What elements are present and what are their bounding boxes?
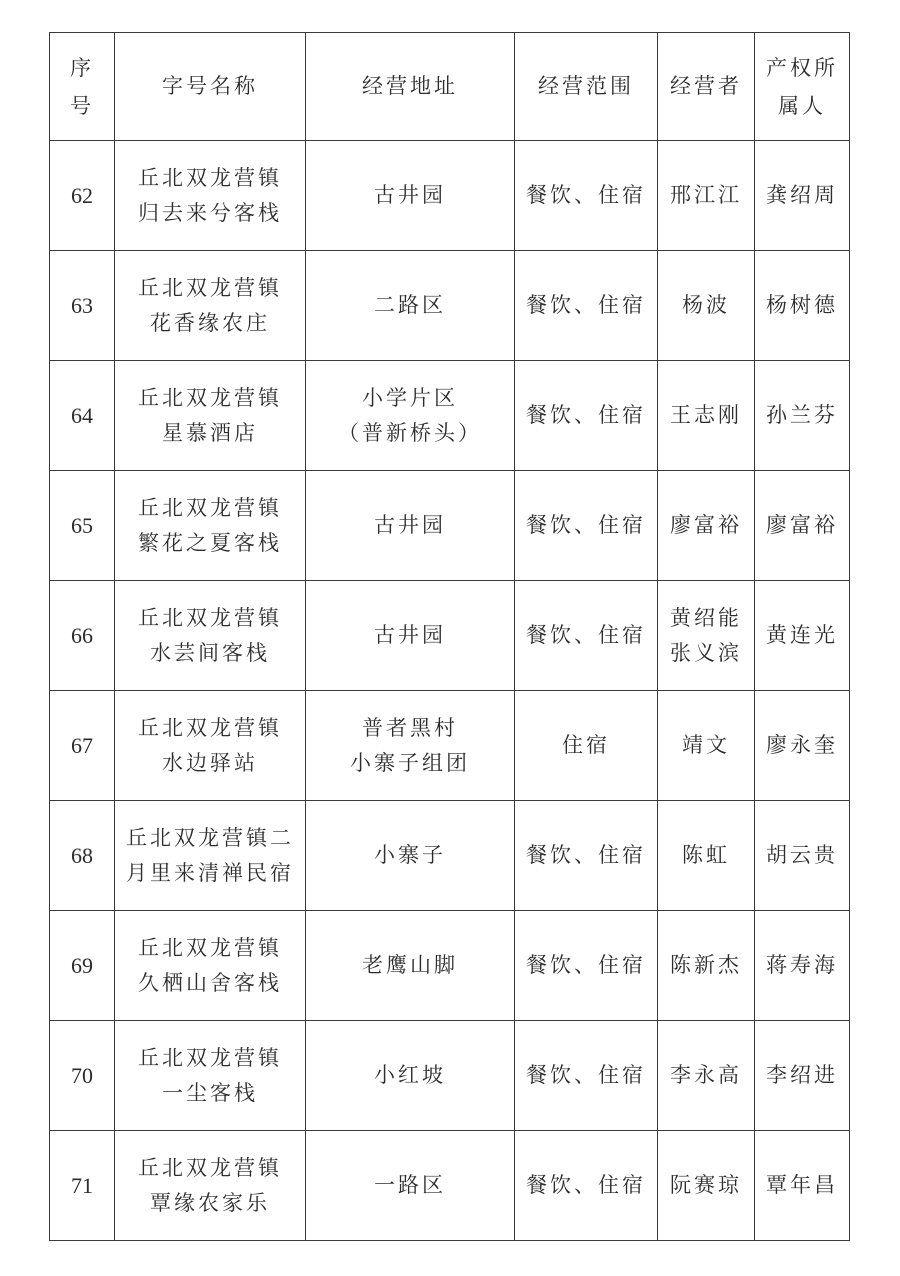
name-line: 水边驿站: [162, 750, 258, 775]
address-line: 古井园: [374, 513, 446, 537]
cell-owner: 廖永奎: [755, 691, 850, 801]
cell-scope: 餐饮、住宿: [515, 361, 658, 471]
name-line: 久栖山舍客栈: [138, 970, 282, 995]
cell-address: [306, 251, 515, 361]
cell-name: [115, 471, 306, 581]
cell-name: [115, 361, 306, 471]
table-header-row: [50, 33, 850, 141]
table-row: [50, 141, 850, 251]
cell-no: 63: [50, 251, 115, 361]
cell-no: 68: [50, 801, 115, 911]
name-line: 丘北双龙营镇: [138, 1045, 282, 1070]
operator-line: 陈新杰: [670, 953, 742, 977]
name-line: 月里来清禅民宿: [126, 860, 294, 885]
cell-name: [115, 141, 306, 251]
business-registry-table: [49, 32, 850, 1241]
cell-operator: [658, 801, 755, 911]
cell-owner: 孙兰芬: [755, 361, 850, 471]
header-no: 序 号: [50, 33, 115, 141]
address-line: 老鹰山脚: [362, 953, 458, 977]
address-line: 二路区: [374, 293, 446, 317]
cell-owner: 覃年昌: [755, 1131, 850, 1241]
cell-no: 71: [50, 1131, 115, 1241]
cell-no: 66: [50, 581, 115, 691]
table-row: [50, 361, 850, 471]
address-line: 普者黑村: [362, 715, 458, 740]
cell-no: 65: [50, 471, 115, 581]
address-line: 小寨子: [374, 843, 446, 867]
cell-address: [306, 911, 515, 1021]
cell-scope: 住宿: [515, 691, 658, 801]
name-line: 丘北双龙营镇: [138, 1155, 282, 1180]
name-line: 丘北双龙营镇: [138, 935, 282, 960]
header-operator: 经营者: [658, 33, 755, 141]
table-row: [50, 911, 850, 1021]
table-row: [50, 1021, 850, 1131]
header-owner: 产权所 属人: [755, 33, 850, 141]
cell-no: 62: [50, 141, 115, 251]
operator-line: 李永高: [670, 1063, 742, 1087]
address-line: 小红坡: [374, 1063, 446, 1087]
name-line: 覃缘农家乐: [150, 1190, 270, 1215]
name-line: 繁花之夏客栈: [138, 530, 282, 555]
table-row: [50, 251, 850, 361]
address-line: 一路区: [374, 1173, 446, 1197]
table-row: [50, 581, 850, 691]
cell-no: 64: [50, 361, 115, 471]
cell-no: 70: [50, 1021, 115, 1131]
cell-operator: [658, 581, 755, 691]
name-line: 归去来兮客栈: [138, 200, 282, 225]
name-line: 丘北双龙营镇: [138, 275, 282, 300]
cell-operator: [658, 471, 755, 581]
cell-name: [115, 251, 306, 361]
name-line: 花香缘农庄: [150, 310, 270, 335]
table-row: [50, 1131, 850, 1241]
name-line: 丘北双龙营镇: [138, 605, 282, 630]
name-line: 丘北双龙营镇: [138, 385, 282, 410]
cell-no: 69: [50, 911, 115, 1021]
name-line: 一尘客栈: [162, 1080, 258, 1105]
table-row: [50, 801, 850, 911]
header-scope: 经营范围: [515, 33, 658, 141]
cell-name: [115, 581, 306, 691]
cell-owner: 杨树德: [755, 251, 850, 361]
cell-operator: [658, 1131, 755, 1241]
cell-operator: [658, 911, 755, 1021]
cell-address: [306, 691, 515, 801]
cell-operator: [658, 141, 755, 251]
cell-name: [115, 1021, 306, 1131]
cell-operator: [658, 251, 755, 361]
address-line: 小学片区: [362, 385, 458, 410]
name-line: 丘北双龙营镇二: [126, 825, 294, 850]
cell-operator: [658, 1021, 755, 1131]
table-row: [50, 691, 850, 801]
name-line: 水芸间客栈: [150, 640, 270, 665]
name-line: 丘北双龙营镇: [138, 165, 282, 190]
cell-owner: 黄连光: [755, 581, 850, 691]
operator-line: 陈虹: [682, 843, 730, 867]
operator-line: 王志刚: [670, 403, 742, 427]
cell-scope: 餐饮、住宿: [515, 1021, 658, 1131]
cell-owner: 胡云贵: [755, 801, 850, 911]
cell-address: [306, 581, 515, 691]
cell-address: [306, 801, 515, 911]
operator-line: 阮赛琼: [670, 1173, 742, 1197]
operator-line: 靖文: [682, 733, 730, 757]
name-line: 丘北双龙营镇: [138, 715, 282, 740]
cell-scope: 餐饮、住宿: [515, 801, 658, 911]
cell-owner: 李绍进: [755, 1021, 850, 1131]
operator-line: 张义滨: [670, 640, 742, 665]
name-line: 星慕酒店: [162, 420, 258, 445]
cell-scope: 餐饮、住宿: [515, 1131, 658, 1241]
address-line: 古井园: [374, 623, 446, 647]
cell-name: [115, 801, 306, 911]
operator-line: 黄绍能: [670, 605, 742, 630]
header-name: 字号名称: [115, 33, 306, 141]
address-line: 古井园: [374, 183, 446, 207]
cell-owner: 龚绍周: [755, 141, 850, 251]
header-address: 经营地址: [306, 33, 515, 141]
cell-address: [306, 1131, 515, 1241]
cell-scope: 餐饮、住宿: [515, 581, 658, 691]
cell-operator: [658, 361, 755, 471]
cell-address: [306, 1021, 515, 1131]
address-line: （普新桥头）: [338, 420, 482, 445]
cell-scope: 餐饮、住宿: [515, 251, 658, 361]
name-line: 丘北双龙营镇: [138, 495, 282, 520]
cell-address: [306, 361, 515, 471]
cell-scope: 餐饮、住宿: [515, 911, 658, 1021]
address-line: 小寨子组团: [350, 750, 470, 775]
cell-name: [115, 1131, 306, 1241]
cell-scope: 餐饮、住宿: [515, 141, 658, 251]
operator-line: 杨波: [682, 293, 730, 317]
operator-line: 邢江江: [670, 183, 742, 207]
cell-name: [115, 691, 306, 801]
cell-address: [306, 141, 515, 251]
cell-name: [115, 911, 306, 1021]
cell-address: [306, 471, 515, 581]
cell-scope: 餐饮、住宿: [515, 471, 658, 581]
cell-operator: [658, 691, 755, 801]
cell-no: 67: [50, 691, 115, 801]
cell-owner: 蒋寿海: [755, 911, 850, 1021]
operator-line: 廖富裕: [670, 513, 742, 537]
table-row: [50, 471, 850, 581]
cell-owner: 廖富裕: [755, 471, 850, 581]
